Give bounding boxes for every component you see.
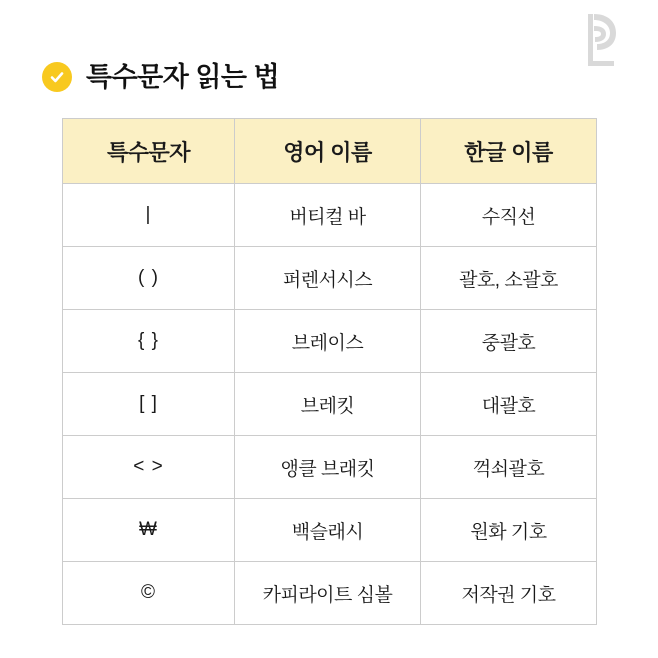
cell-english: 버티컬 바 (235, 184, 421, 247)
cell-english: 카피라이트 심볼 (235, 562, 421, 625)
table-row (63, 436, 597, 499)
table-row (63, 310, 597, 373)
cell-symbol: [ ] (63, 373, 235, 436)
cell-korean: 꺽쇠괄호 (421, 436, 597, 499)
cell-korean: 중괄호 (421, 310, 597, 373)
cell-symbol: < > (63, 436, 235, 499)
table-row (63, 373, 597, 436)
check-icon (42, 62, 72, 92)
cell-english: 브레킷 (235, 373, 421, 436)
column-header-symbol: 특수문자 (63, 119, 235, 184)
cell-korean: 괄호, 소괄호 (421, 247, 597, 310)
cell-english: 앵클 브래킷 (235, 436, 421, 499)
cell-english: 퍼렌서시스 (235, 247, 421, 310)
cell-english: 백슬래시 (235, 499, 421, 562)
table-row (63, 499, 597, 562)
cell-symbol: | (63, 184, 235, 247)
special-characters-table (62, 118, 597, 625)
table-row (63, 184, 597, 247)
table-header-row (63, 119, 597, 184)
cell-english: 브레이스 (235, 310, 421, 373)
column-header-korean: 한글 이름 (421, 119, 597, 184)
table-row (63, 562, 597, 625)
cell-symbol: { } (63, 310, 235, 373)
cell-symbol: © (63, 562, 235, 625)
table-row (63, 247, 597, 310)
special-characters-table-wrapper (62, 118, 596, 625)
section-header (42, 62, 279, 92)
page-title: 특수문자 읽는 법 (86, 61, 280, 92)
cell-korean: 수직선 (421, 184, 597, 247)
column-header-english: 영어 이름 (235, 119, 421, 184)
cell-symbol: ₩ (63, 499, 235, 562)
cell-symbol: ( ) (63, 247, 235, 310)
publisher-logo-mark-icon (564, 8, 628, 72)
cell-korean: 저작권 기호 (421, 562, 597, 625)
cell-korean: 대괄호 (421, 373, 597, 436)
cell-korean: 원화 기호 (421, 499, 597, 562)
